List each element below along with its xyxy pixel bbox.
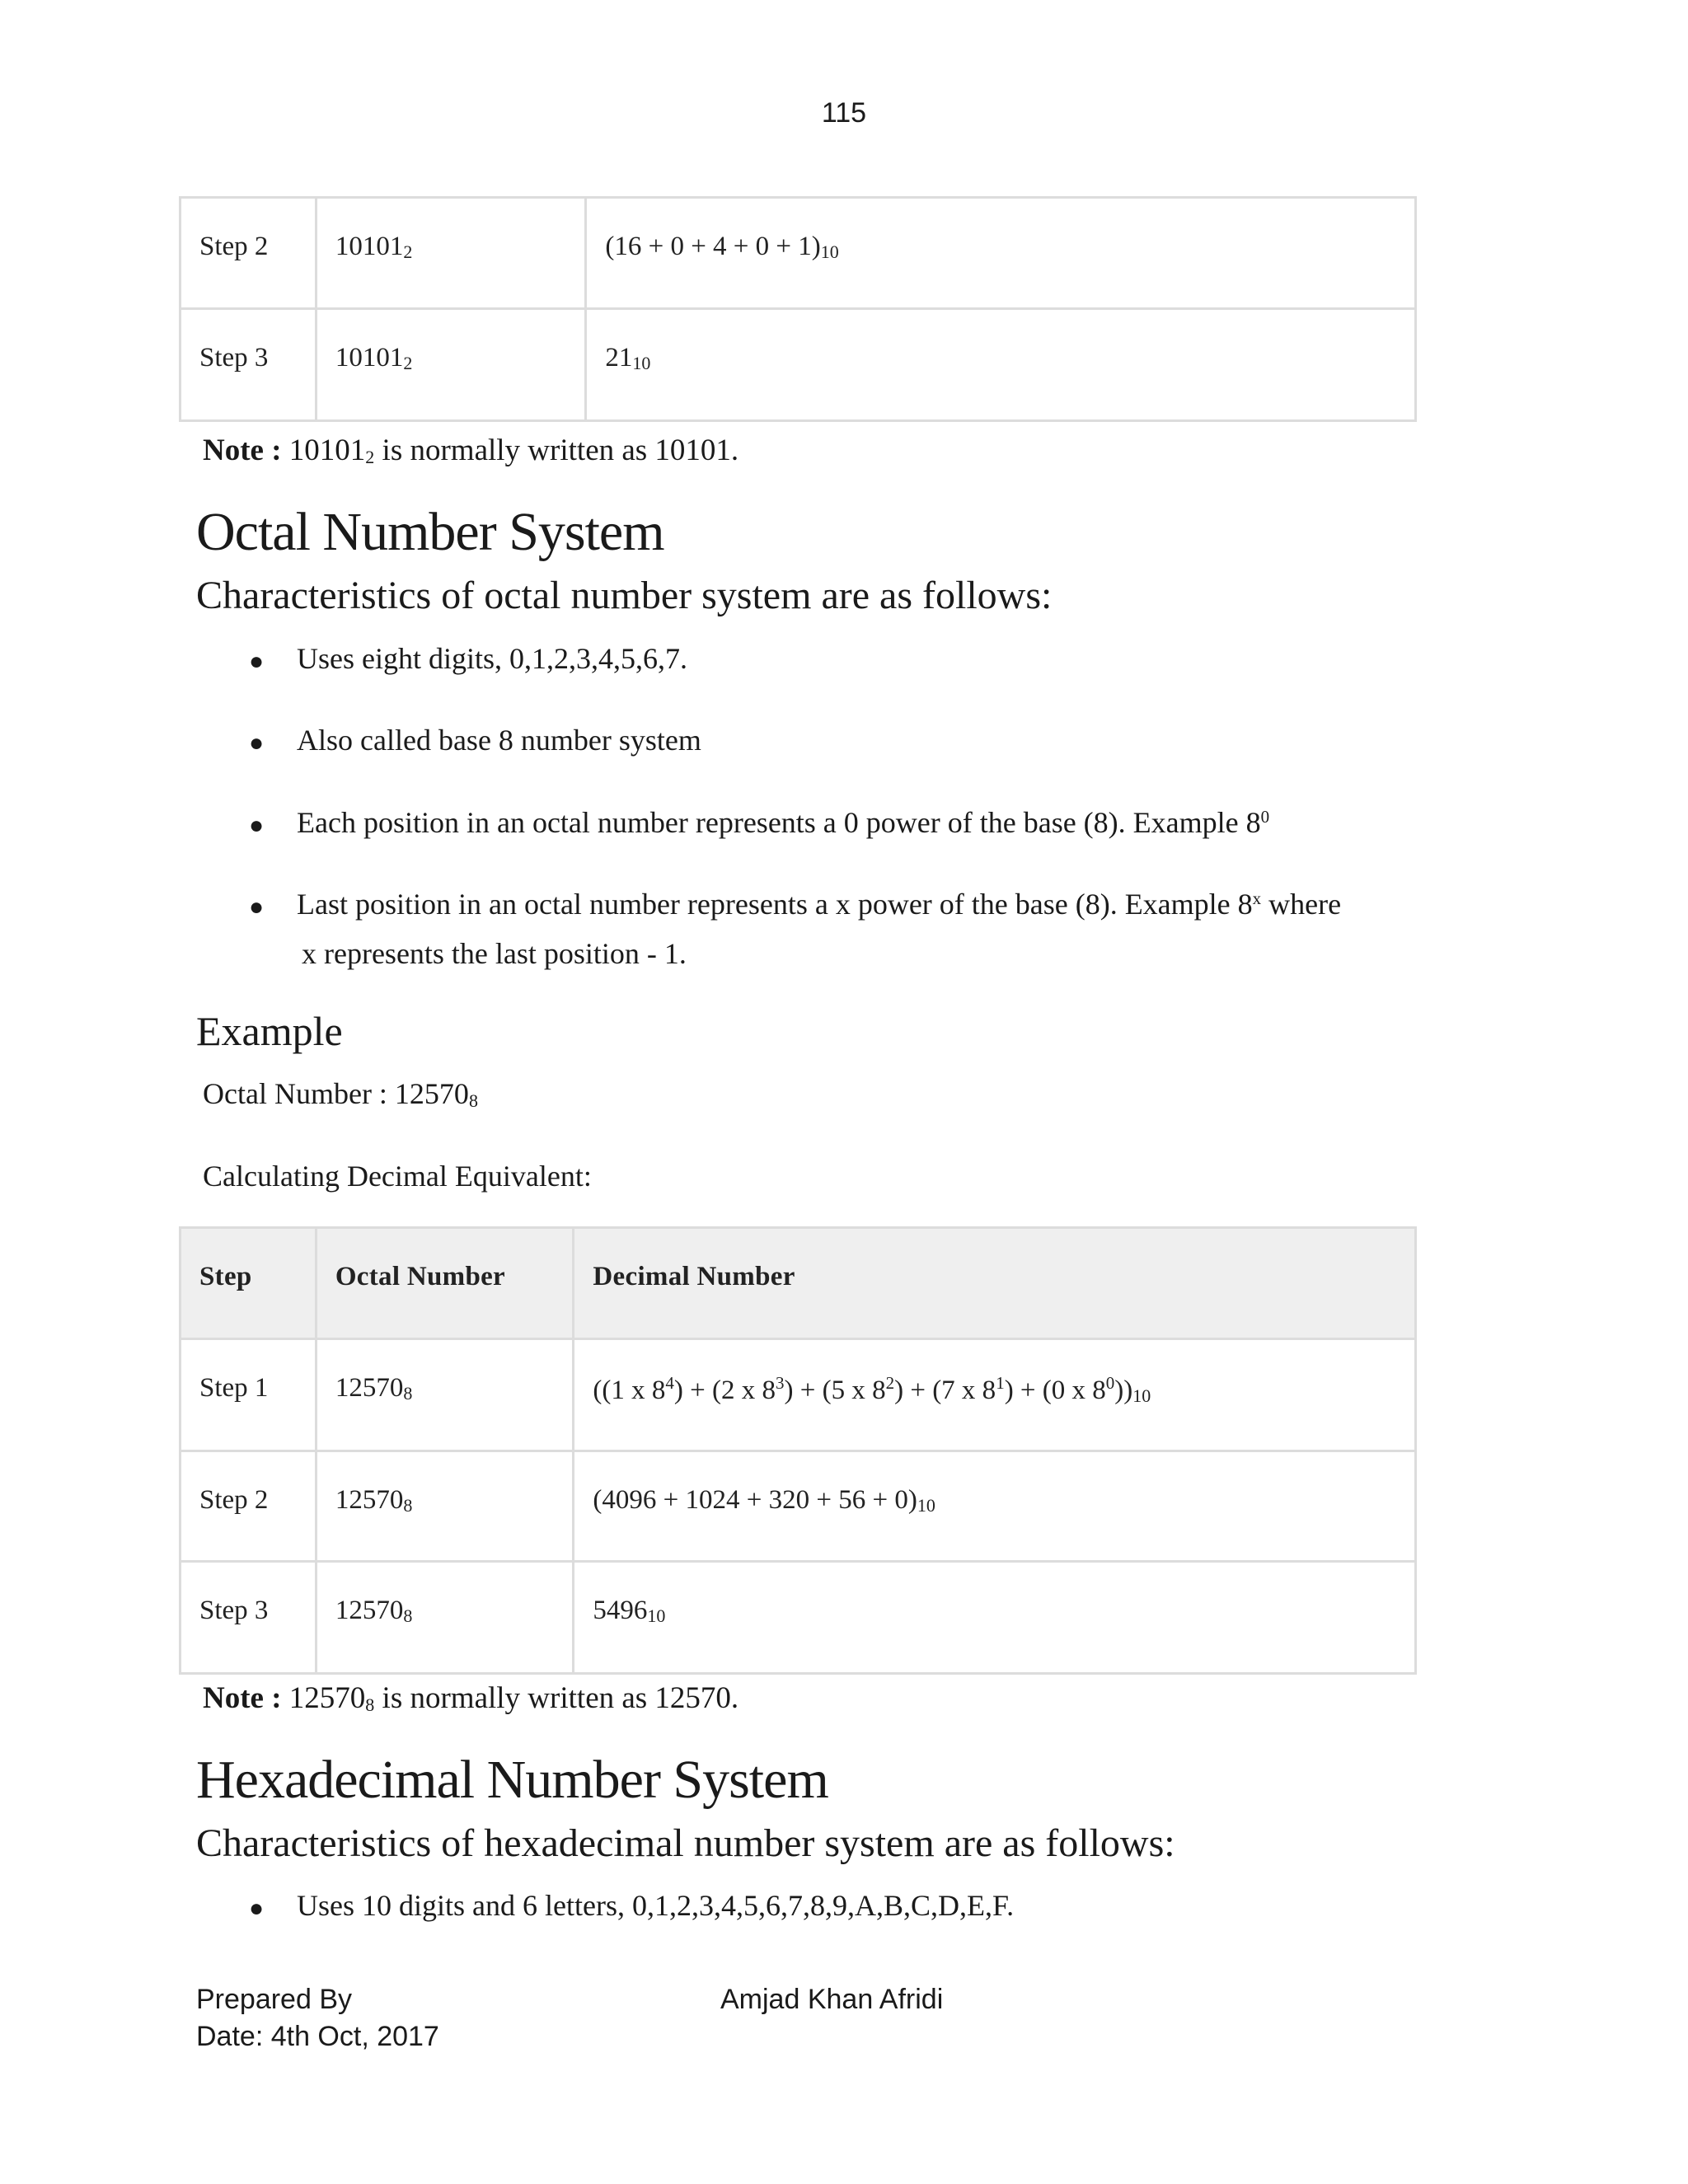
step-cell: Step 3 bbox=[181, 1562, 316, 1674]
table-header-row bbox=[181, 1228, 1416, 1339]
bullet-icon: ● bbox=[249, 729, 265, 757]
note-binary: Note : 101012 is normally written as 10101. bbox=[203, 434, 739, 467]
header-octal-number: Octal Number bbox=[316, 1228, 574, 1339]
table-row bbox=[181, 198, 1416, 309]
step-cell: Step 2 bbox=[181, 198, 316, 309]
octal-bullet-2: Also called base 8 number system bbox=[297, 724, 701, 757]
table-row bbox=[181, 309, 1416, 421]
octal-number-label: Octal Number : 125708 bbox=[203, 1077, 478, 1111]
hexadecimal-heading: Hexadecimal Number System bbox=[196, 1750, 828, 1810]
octal-cell: 125708 bbox=[316, 1451, 574, 1562]
page-number: 115 bbox=[821, 97, 867, 129]
hexadecimal-subheading: Characteristics of hexadecimal number system are as follows: bbox=[196, 1821, 1175, 1865]
octal-cell: 125708 bbox=[316, 1339, 574, 1451]
step-cell: Step 3 bbox=[181, 309, 316, 421]
footer-prepared-by: Prepared By bbox=[196, 1984, 352, 2015]
octal-bullet-1: Uses eight digits, 0,1,2,3,4,5,6,7. bbox=[297, 642, 687, 675]
example-heading: Example bbox=[196, 1008, 343, 1054]
decimal-cell: (4096 + 1024 + 320 + 56 + 0)10 bbox=[574, 1451, 1416, 1562]
binary-conversion-table bbox=[179, 196, 1417, 422]
footer-date: Date: 4th Oct, 2017 bbox=[196, 2021, 439, 2052]
octal-cell: 125708 bbox=[316, 1562, 574, 1674]
step-cell: Step 1 bbox=[181, 1339, 316, 1451]
decimal-cell: (16 + 0 + 4 + 0 + 1)10 bbox=[586, 198, 1416, 309]
note-octal: Note : 125708 is normally written as 12570. bbox=[203, 1681, 739, 1715]
octal-subheading: Characteristics of octal number system are as follows: bbox=[196, 574, 1053, 617]
bullet-icon: ● bbox=[249, 812, 265, 839]
decimal-cell: ((1 x $8^4) + (2$ x $8^3) + (5$ x $8^2) + (7$ x $8^1) + (0$ x $8^0))10$ bbox=[574, 1339, 1416, 1451]
decimal-cell: 549610 bbox=[574, 1562, 1416, 1674]
table-row bbox=[181, 1562, 1416, 1674]
decimal-cell: 2110 bbox=[586, 309, 1416, 421]
octal-bullet-4-continued: x represents the last position - 1. bbox=[302, 937, 687, 970]
step-cell: Step 2 bbox=[181, 1451, 316, 1562]
octal-bullet-3: Each position in an octal number represents a 0 power of the base (8). Example $8^0$ bbox=[297, 806, 1270, 839]
bullet-icon: ● bbox=[249, 893, 265, 921]
table-row bbox=[181, 1451, 1416, 1562]
octal-conversion-table bbox=[179, 1226, 1417, 1675]
hex-bullet-1: Uses 10 digits and 6 letters, 0,1,2,3,4,5,6,7,8,9,A,B,C,D,E,F. bbox=[297, 1889, 1015, 1922]
footer-author: Amjad Khan Afridi bbox=[720, 1984, 944, 2015]
bullet-icon: ● bbox=[249, 648, 265, 675]
octal-heading: Octal Number System bbox=[196, 502, 664, 562]
header-step: Step bbox=[181, 1228, 316, 1339]
table-row bbox=[181, 1339, 1416, 1451]
binary-cell: 101012 bbox=[316, 309, 586, 421]
bullet-icon: ● bbox=[249, 1895, 265, 1922]
calculating-label: Calculating Decimal Equivalent: bbox=[203, 1160, 592, 1193]
binary-cell: 101012 bbox=[316, 198, 586, 309]
header-decimal-number: Decimal Number bbox=[574, 1228, 1416, 1339]
octal-bullet-4: Last position in an octal number represents a x power of the base (8). Example 8$^x$ where bbox=[297, 888, 1342, 921]
